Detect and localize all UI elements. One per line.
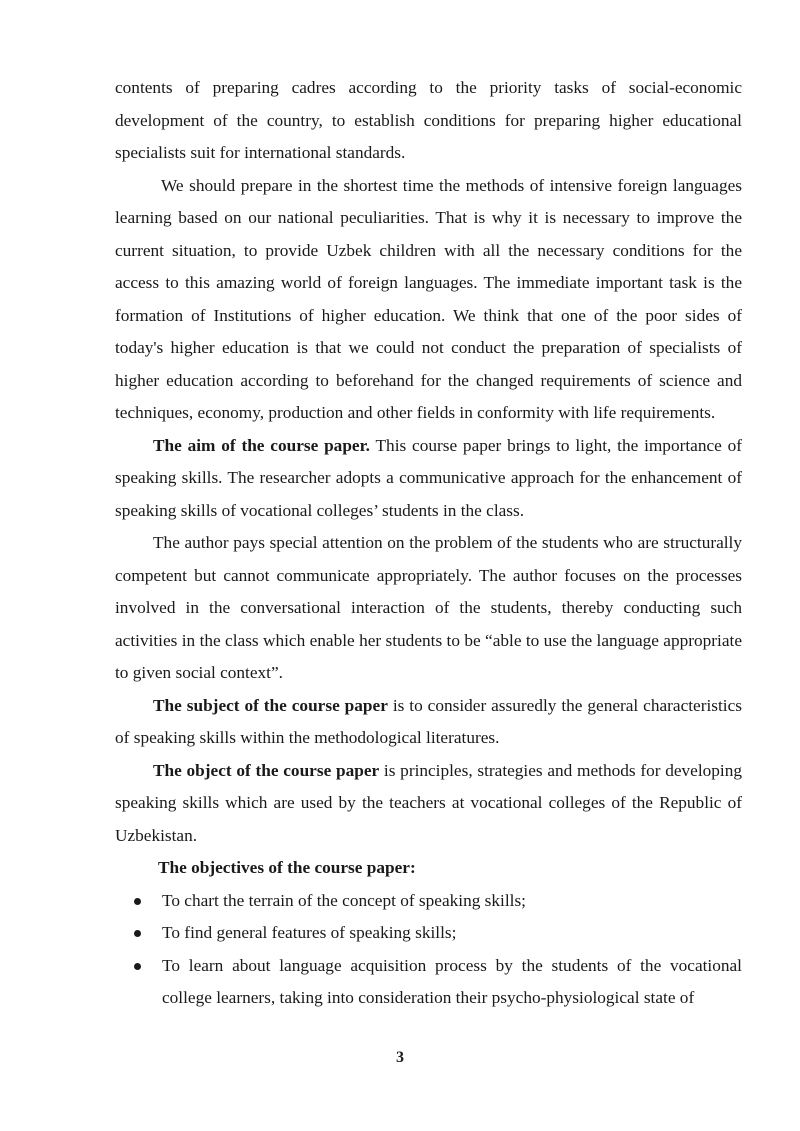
objectives-list bbox=[115, 885, 742, 1015]
bullet-icon bbox=[134, 963, 141, 970]
paragraph-object bbox=[115, 755, 742, 853]
bullet-icon bbox=[134, 930, 141, 937]
paragraph-intensive-languages: We should prepare in the shortest time the methods of intensive foreign languages learning based on our national peculiarities. That is why it is necessary to improve the current situation, to provide Uzbek children with all the necessary conditions for the access to this amazing world of foreign languages. The immediate important task is the formation of Institutions of higher education. We think that one of the poor sides of today's higher education is that we could not conduct the preparation of specialists of higher education according to beforehand for the changed requirements of science and techniques, economy, production and other fields in conformity with life requirements. bbox=[115, 175, 742, 422]
object-label: The object of the course paper bbox=[153, 760, 380, 780]
object-text: is principles, strategies and methods for developing speaking skills which are used by the teachers at vocational colleges of the Republic of Uzbekistan. bbox=[115, 760, 742, 845]
aim-label: The aim of the course paper. bbox=[153, 435, 371, 455]
list-item-text: To learn about language acquisition process by the students of the vocational college learners, taking into consideration their psycho-physiological state of bbox=[162, 955, 742, 1007]
list-item-text: To find general features of speaking skills; bbox=[162, 923, 457, 942]
paragraph-subject bbox=[115, 690, 742, 755]
subject-label: The subject of the course paper bbox=[153, 695, 388, 715]
list-item bbox=[115, 917, 742, 950]
subject-text: is to consider assuredly the general characteristics of speaking skills within the methodological literatures. bbox=[115, 695, 742, 747]
page-number: 3 bbox=[396, 1049, 404, 1066]
list-item bbox=[115, 950, 742, 1015]
objectives-heading: The objectives of the course paper: bbox=[158, 858, 416, 877]
page-body bbox=[115, 72, 742, 1015]
paragraph-author-attention: The author pays special attention on the problem of the students who are structurally competent but cannot communicate appropriately. The author focuses on the processes involved in the conversational interaction of the students, thereby conducting such activities in the class which enable her students to be “able to use the language appropriate to given social context”. bbox=[115, 533, 742, 682]
aim-text: This course paper brings to light, the importance of speaking skills. The researcher adopts a communicative approach for the enhancement of speaking skills of vocational colleges’ students in the class. bbox=[115, 435, 742, 520]
paragraph-cadres: contents of preparing cadres according to the priority tasks of social-economic development of the country, to establish conditions for preparing higher educational specialists suit for international standards. bbox=[115, 78, 742, 162]
bullet-icon bbox=[134, 898, 141, 905]
list-item bbox=[115, 885, 742, 918]
list-item-text: To chart the terrain of the concept of speaking skills; bbox=[162, 890, 526, 910]
paragraph-aim bbox=[115, 430, 742, 528]
